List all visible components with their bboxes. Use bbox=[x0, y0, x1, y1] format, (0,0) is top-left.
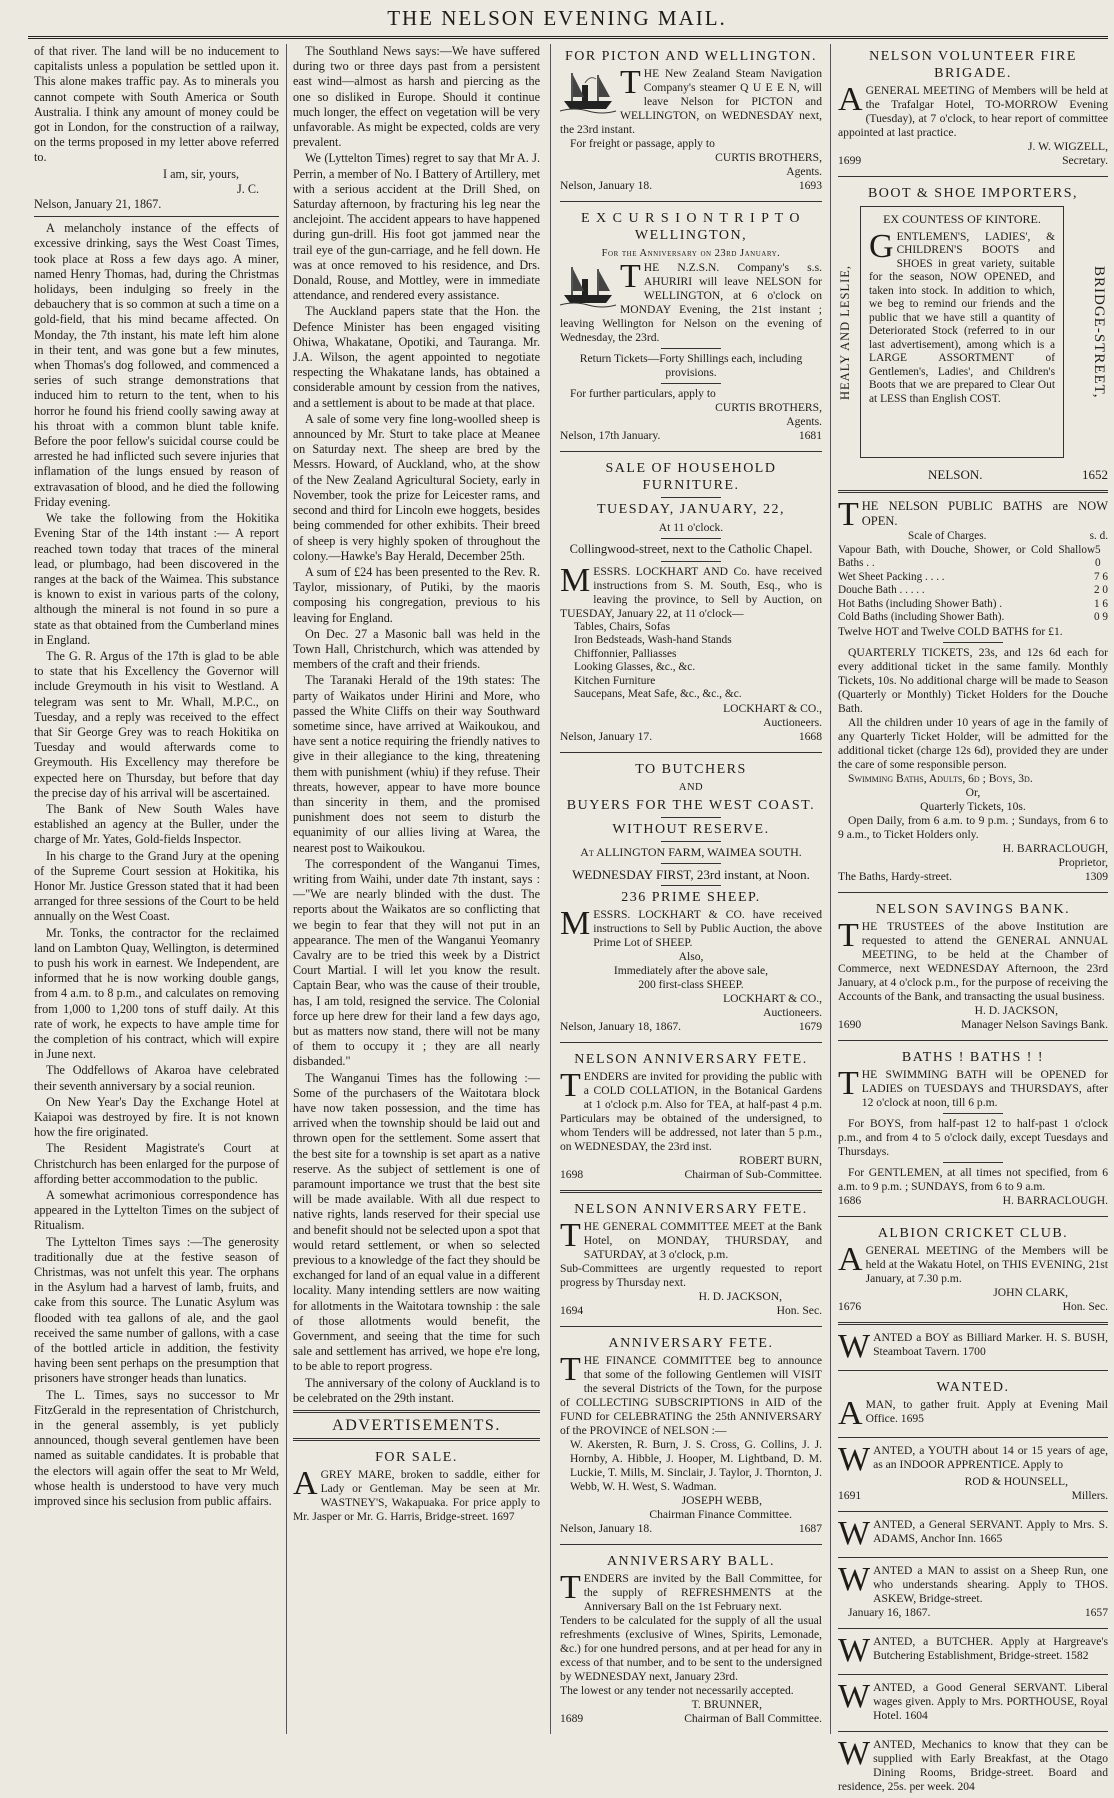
news-paragraph: A sum of £24 has been presented to the Rev. R. Taylor, missionary, of Putiki, by the maoris composing his congregation, previous to his leaving for England. bbox=[293, 564, 540, 625]
ad-number: 204 bbox=[957, 1779, 975, 1793]
ad-title: NELSON VOLUNTEER FIRE BRIGADE. bbox=[869, 49, 1077, 81]
ad-number: 1691 bbox=[838, 1488, 862, 1502]
charges-sd-heading: s. d. bbox=[1089, 530, 1108, 542]
charge-row bbox=[838, 571, 1108, 585]
sale-item: Chiffonnier, Palliasses bbox=[574, 647, 677, 660]
charge-price: 2 0 bbox=[1094, 584, 1108, 596]
news-paragraph: The Wanganui Times has the following :—Some of the purchasers of the Waitotara block have now taken possession, and the time has arrived when the township should be laid out and thrown open for the settlement. Some assert that the best site for a township is set apart as a native reserve. As the subject of settlement is one of paramount importance we trust that the best site will be made available. With all due respect to native rights, lands reserved for their special use and benefit should not be selected upon a spot that would retard settlement, or when so selected previous to a knowledge of the fact they should be exchanged for land of an equal value in a different locality. Many intending settlers are now waiting for allotments in the Waitotara township : the sale of those allotments would benefit, the Government, and seeing that the time for such sale and settlement has arrived, we hope e're long, to be able to report progress. bbox=[293, 1070, 540, 1374]
ad-wanted-servant bbox=[838, 1516, 1108, 1553]
news-paragraph: A somewhat acrimonious correspondence has appeared in the Lyttelton Times on the subject of Ritualism. bbox=[34, 1188, 279, 1233]
ad-body: ESSRS. LOCKHART AND Co. have received instructions from S. M. South, Esq., who is leaving the province, to Sell by Auction, on TUESDAY, January 22, at 11 o'clock— bbox=[560, 564, 822, 620]
news-paragraphs bbox=[293, 44, 540, 1406]
news-paragraph: We (Lyttelton Times) regret to say that Mr A. J. Perrin, a member of No. I Battery of Artillery, met with a serious accident at the Drill Shed, on Saturday afternoon, by fracturing his leg near the anclejoint. The accident appears to have happened during gun-drill. His foot got jammed near the trail eye of the gun-carriage, and he fell down. He was at once removed to his residence, and Drs. Donald, Rouse, and Mottley, were in immediate attendance, and rendered every assistance. bbox=[293, 151, 540, 303]
divider bbox=[661, 348, 721, 349]
ad-line: For BOYS, from half-past 12 to half-past 1 o'clock p.m., and from 4 to 5 o'clock daily, except Tuesdays and Thursdays. bbox=[838, 1116, 1108, 1158]
ad-fete-tenders bbox=[560, 1047, 822, 1186]
divider bbox=[661, 383, 721, 384]
news-paragraph: The Oddfellows of Akaroa have celebrated their seventh anniversary by a social reunion. bbox=[34, 1063, 279, 1093]
divider bbox=[661, 497, 721, 498]
ad-date: Nelson, 17th January. bbox=[560, 429, 661, 443]
ad-furniture-sale bbox=[560, 456, 822, 747]
vertical-label: HEALY AND LESLIE, bbox=[838, 264, 852, 400]
ad-number: 1582 bbox=[1065, 1648, 1089, 1662]
news-paragraph: The correspondent of the Wanganui Times, writing from Waihi, under date 7th instant, says :—"We are nearly blinded with the dust. The reports about the Waikatos are so conflicting that we begin to fear that they will not put in an appearance. The men of the Wanganui Yeomanry Cavalry are to be tried this week by a District Court Martial. I will let you know the result. Captain Bear, who was the cause of their trouble, has, I am told, resigned the service. The Colonial force up here drew for their land a few days ago, but as matters now stand, there will not be many of them to occupy it ; they are all nearly disbanded." bbox=[293, 856, 540, 1069]
ad-time: At 11 o'clock. bbox=[658, 521, 724, 535]
ad-role: Auctioneers. bbox=[763, 715, 822, 729]
charge-item: Wet Sheet Packing . . . . bbox=[838, 570, 945, 583]
dropcap: G bbox=[869, 227, 894, 265]
steamship-icon bbox=[560, 69, 616, 113]
sale-items bbox=[560, 621, 822, 702]
divider bbox=[838, 1040, 1108, 1041]
ad-line: 200 first-class SHEEP. bbox=[638, 978, 744, 992]
sale-item: Looking Glasses, &c., &c. bbox=[574, 661, 696, 674]
ad-body: MAN, to gather fruit. Apply at Evening Mail Office. bbox=[865, 1397, 1108, 1425]
ad-anniversary-ball bbox=[560, 1549, 822, 1730]
letter-signoff: I am, sir, yours, bbox=[162, 166, 239, 181]
ad-number: 1687 bbox=[798, 1522, 822, 1536]
ad-date: January 16, 1867. bbox=[848, 1605, 931, 1619]
ad-number: 1694 bbox=[560, 1304, 584, 1318]
ad-line: Immediately after the above sale, bbox=[613, 964, 769, 978]
ad-role: Chairman Finance Committee. bbox=[649, 1508, 792, 1522]
dropcap: A bbox=[838, 1240, 863, 1278]
dropcap: W bbox=[838, 1514, 871, 1552]
news-paragraph: The Auckland papers state that the Hon. the Defence Minister has been engaged visiting Ohiwa, Whakatane, Opotiki, and Tauranga. Mr. J.A. Wilson, the agent appointed to negotiate respecting the Whakatane lands, has obtained a considerable amount by cession from the natives, and a settlement is about to be made at that place. bbox=[293, 304, 540, 410]
ad-signer: ROBERT BURN, bbox=[739, 1154, 822, 1168]
ad-number: 1665 bbox=[979, 1531, 1003, 1545]
ad-number: 1309 bbox=[1084, 869, 1108, 883]
ad-date: Nelson, January 17. bbox=[560, 729, 653, 743]
news-paragraph: In his charge to the Grand Jury at the opening of the Supreme Court session at Hokitika, his Honor Mr. Justice Gresson stated that it had been arranged for three sessions of the Court to be held annually on the West Coast. bbox=[34, 848, 279, 924]
ad-address: The Baths, Hardy-street. bbox=[838, 869, 952, 883]
ad-body: ANTED a MAN to assist on a Sheep Run, one who understands shearing. Apply to THOS. ASKEW, Bridge-street. bbox=[873, 1563, 1108, 1605]
ad-signer: H. BARRACLOUGH. bbox=[1002, 1193, 1108, 1207]
ad-role: Manager Nelson Savings Bank. bbox=[961, 1017, 1108, 1031]
divider bbox=[560, 1544, 822, 1545]
ad-title: ANNIVERSARY BALL. bbox=[606, 1554, 776, 1570]
ad-role: Hon. Sec. bbox=[1062, 1299, 1108, 1313]
sale-item: Tables, Chairs, Sofas bbox=[574, 620, 671, 633]
divider bbox=[838, 1216, 1108, 1217]
charge-item: Douche Bath . . . . . bbox=[838, 584, 925, 596]
dropcap: T bbox=[560, 1217, 581, 1255]
ad-date: Nelson, January 18. bbox=[560, 179, 653, 192]
column-4 bbox=[838, 44, 1108, 1793]
ad-signer: J. W. WIGZELL, bbox=[1028, 140, 1108, 153]
divider bbox=[293, 1410, 540, 1413]
ad-number: 1698 bbox=[560, 1168, 584, 1182]
ad-date: Nelson, January 18, 1867. bbox=[560, 1020, 682, 1034]
charges-table bbox=[838, 530, 1108, 625]
charge-row bbox=[838, 611, 1108, 625]
divider bbox=[661, 817, 721, 818]
ad-body: ANTED a BOY as Billiard Marker. H. S. BUSH, Steamboat Tavern. bbox=[873, 1330, 1108, 1358]
ad-number: 1681 bbox=[798, 429, 822, 443]
ad-number: 1668 bbox=[798, 729, 822, 743]
divider bbox=[838, 176, 1108, 177]
charges-heading: Scale of Charges. bbox=[908, 530, 987, 542]
ad-signer: H. BARRACLOUGH, bbox=[1002, 841, 1108, 855]
ad-reserve: WITHOUT RESERVE. bbox=[612, 821, 770, 837]
ad-wanted-mechanics bbox=[838, 1736, 1108, 1798]
news-paragraph: A melancholy instance of the effects of excessive drinking, says the West Coast Times, took place at Ross a few days ago. A miner, named Henry Thomas, had, during the Christmas holidays, been indulging so freely in the debauchery that is so common at such a time on a gold-field, that his mind became affected. On Monday, the 7th instant, his mate left him alone in their tent, and was gone but a few minutes, when Thomas's dog followed, and commenced a series of such strange demonstrations that induced him to return to the tent, when to his horror he found his friend coolly sawing away at his throat with a common blunt table knife. Before the poor fellow's suicidal course could be arrested he had inflicted such severe injuries that inflamation of the lungs ensued by reason of extravasation of blood, and he died the following Friday evening. bbox=[34, 221, 279, 509]
ad-ship: EX COUNTESS OF KINTORE. bbox=[883, 212, 1041, 226]
letter-dateline: Nelson, January 21, 1867. bbox=[34, 197, 162, 212]
sale-item: Saucepans, Meat Safe, &c., &c., &c. bbox=[574, 688, 742, 701]
divider bbox=[838, 1437, 1108, 1438]
ad-signer: T. BRUNNER, bbox=[691, 1698, 762, 1712]
news-paragraph: On Dec. 27 a Masonic ball was held in the Town Hall, Christchurch, which was attended by members of the craft and their friends. bbox=[293, 626, 540, 672]
ad-fete-committee bbox=[560, 1197, 822, 1322]
ad-signer: ROD & HOUNSELL, bbox=[964, 1474, 1068, 1488]
charge-item: Hot Baths (including Shower Bath) . bbox=[838, 597, 1003, 610]
ad-signer: H. D. JACKSON, bbox=[974, 1003, 1058, 1017]
ad-body: HE N.Z.S.N. Company's s.s. AHURIRI will leave NELSON for WELLINGTON, at 6 o'clock on MONDAY Evening, the 21st instant ; leaving Wellington for Nelson on the evening of Wednesday, the 23rd. bbox=[560, 261, 822, 345]
dropcap: T bbox=[620, 258, 641, 296]
ad-body: HE New Zealand Steam Navigation Company's steamer Q U E E N, will leave Nelson for PICTON and WELLINGTON, on WEDNESDAY next, the 23rd instant. bbox=[560, 67, 822, 136]
news-paragraph: The Taranaki Herald of the 19th states: The party of Waikatos under Hirini and More, who passed the White Cliffs on their way Southward sometime since, have arrived at Waikoukou, and have sent a notice requiring the friendly natives to give in their allegiance to the king, threatening them with punishment (whiu) if they refuse. Their threats, however, appear to have more bounce than sincerity in them, and the promised punishment does not seem to disturb the equanimity of our allies living at Warea, the nearest post to Waikoukou. bbox=[293, 673, 540, 855]
ad-title: WANTED. bbox=[936, 1379, 1010, 1395]
ad-for-sale bbox=[293, 1445, 540, 1528]
ad-signer: LOCKHART & CO., bbox=[723, 701, 822, 715]
ad-number: 1690 bbox=[838, 1017, 862, 1031]
ad-body: ANTED, a BUTCHER. Apply at Hargreave's Butchering Establishment, Bridge-street. bbox=[873, 1634, 1108, 1662]
ad-body: HE TRUSTEES of the above Institution are requested to attend the GENERAL ANNUAL MEETING, to be held at the Chamber of Commerce, next WEDNESDAY Afternoon, the 23rd January, at 4 o'clock p.m., for the purpose of receiving the Accounts of the Bank, and transacting the usual business. bbox=[838, 919, 1108, 1003]
ad-line: For freight or passage, apply to bbox=[570, 137, 715, 150]
divider bbox=[943, 1162, 1003, 1163]
ad-title: ALBION CRICKET CLUB. bbox=[877, 1225, 1069, 1241]
ad-wanted-boy bbox=[838, 1329, 1108, 1366]
ad-body: ANTED, a General SERVANT. Apply to Mrs. S. ADAMS, Anchor Inn. bbox=[873, 1517, 1108, 1545]
ad-farm: At ALLINGTON FARM, WAIMEA SOUTH. bbox=[580, 844, 802, 859]
ad-subtitle: For the Anniversary on 23rd January. bbox=[601, 248, 781, 259]
column-2 bbox=[293, 44, 540, 1734]
dropcap: M bbox=[560, 905, 591, 943]
ad-title: ANNIVERSARY FETE. bbox=[608, 1336, 774, 1352]
ad-signer: LOCKHART & CO., bbox=[723, 992, 822, 1006]
divider bbox=[838, 1322, 1108, 1325]
ad-agent: CURTIS BROTHERS, bbox=[715, 401, 822, 415]
ad-excursion bbox=[560, 206, 822, 447]
divider bbox=[661, 561, 721, 562]
ad-anniversary-fete bbox=[560, 1331, 822, 1540]
divider bbox=[838, 1628, 1108, 1629]
ad-body: HE SWIMMING BATH will be OPENED for LADIES on TUESDAYS and THURSDAYS, after 12 o'clock at noon, till 6 p.m. bbox=[861, 1067, 1108, 1109]
ad-footer: NELSON. bbox=[928, 467, 983, 482]
ad-body-2: Tenders to be calculated for the supply of all the usual refreshments (exclusive of Wines, Spirits, Lemonade, &c.) for one hundred persons, and at per head for any in excess of that number, and to be sent to the undersigned by WEDNESDAY next, January 23rd. bbox=[560, 1614, 822, 1684]
ad-number: 1699 bbox=[838, 154, 862, 167]
dropcap: A bbox=[293, 1465, 318, 1503]
ad-title: FOR SALE. bbox=[375, 1450, 458, 1466]
dropcap: T bbox=[560, 1569, 581, 1607]
divider bbox=[661, 863, 721, 864]
ad-line: Twelve HOT and Twelve COLD BATHS for £1. bbox=[838, 624, 1063, 638]
ad-body: HE FINANCE COMMITTEE beg to announce that some of the following Gentlemen will VISIT the several Districts of the Town, for the purpose of COLLECTING SUBSCRIPTIONS in AID of the FUND for CELEBRATING the 25th ANNIVERSARY of the PROVINCE of NELSON :— bbox=[560, 1354, 822, 1438]
dropcap: W bbox=[838, 1734, 871, 1772]
news-paragraph: We take the following from the Hokitika Evening Star of the 14th instant :— A report reached town today that traces of the mineral lead, or plumbago, had been discovered in the ranges at the back of the Waimea. This substance is known to exist in various parts of the colony, although the mineral is not found in so pure a state as that obtained from the Cumberland mines in England. bbox=[34, 511, 279, 647]
ad-place: Collingwood-street, next to the Catholic Chapel. bbox=[569, 542, 813, 557]
dropcap: T bbox=[620, 64, 641, 101]
ad-title: BATHS ! BATHS ! ! bbox=[901, 1049, 1045, 1065]
ad-names: W. Akersten, R. Burn, J. S. Cross, G. Collins, J. J. Hornby, A. Hibble, J. Hooper, M. Lightband, D. M. Luckie, T. Mills, M. Sinclair, J. Taylor, J. Thornton, J. Webb, W. H. West, S. Wadman. bbox=[570, 1438, 822, 1494]
news-paragraph: The L. Times, says no successor to Mr FitzGerald in the representation of Christchurch, in the general assembly, is yet publicly announced, though several gentlemen have been named as suitable candidates. It is probable that the electors will again offer the seat to Mr Weld, whose health is understood to have very much improved since his seclusion from public affairs. bbox=[34, 1387, 279, 1509]
dropcap: W bbox=[838, 1327, 871, 1365]
ad-picton bbox=[560, 44, 822, 197]
divider bbox=[661, 885, 721, 886]
dropcap: W bbox=[838, 1560, 871, 1598]
column-1 bbox=[34, 44, 279, 1734]
ad-title: FOR PICTON AND WELLINGTON. bbox=[564, 49, 818, 64]
ad-body-2: Sub-Committees are urgently requested to report progress by Thursday next. bbox=[560, 1262, 822, 1290]
ad-butchers bbox=[560, 757, 822, 1039]
ad-role: Auctioneers. bbox=[763, 1006, 822, 1020]
ad-line: QUARTERLY TICKETS, 23s, and 12s 6d each for every additional ticket in the same family. Monthly Tickets, 10s. No additional charge will be made to Season (Quarterly or Monthly) Ticket Holders for the Douche Bath. bbox=[838, 645, 1108, 715]
divider bbox=[560, 451, 822, 452]
ad-title: TO BUTCHERS bbox=[635, 761, 747, 777]
divider bbox=[661, 538, 721, 539]
ad-agent-role: Agents. bbox=[786, 165, 822, 178]
news-paragraph: The Southland News says:—We have suffered during two or three days past from a persistent east wind—almost as harsh and piercing as the one so disliked in Europe. Should it continue much longer, the effect on vegetation will be very unfavorable. As might be expected, colds are very prevalent. bbox=[293, 44, 540, 150]
ad-agent-role: Agents. bbox=[786, 415, 822, 429]
divider bbox=[34, 216, 279, 217]
ad-when: WEDNESDAY FIRST, 23rd instant, at Noon. bbox=[572, 867, 810, 883]
ad-title: NELSON SAVINGS BANK. bbox=[875, 901, 1071, 917]
steamship-icon bbox=[560, 263, 616, 307]
sale-item: Iron Bedsteads, Wash-hand Stands bbox=[574, 634, 732, 647]
news-paragraph: The anniversary of the colony of Auckland is to be celebrated on the 29th instant. bbox=[293, 1375, 540, 1405]
column-rule bbox=[286, 44, 287, 1734]
news-paragraphs bbox=[34, 221, 279, 1509]
ad-savings-bank bbox=[838, 897, 1108, 1036]
ad-number: 1697 bbox=[491, 1510, 515, 1524]
ad-sheep: 236 PRIME SHEEP. bbox=[621, 890, 761, 906]
ad-line: Return Tickets—Forty Shillings each, including provisions. bbox=[579, 352, 803, 380]
ad-line: Or, bbox=[965, 785, 981, 799]
divider bbox=[838, 1674, 1108, 1675]
charge-item: Vapour Bath, with Douche, Shower, or Cold Shallow Baths . . bbox=[838, 543, 1096, 569]
ad-body: ANTED, Mechanics to know that they can be supplied with Early Breakfast, at the Otago Dining Rooms, Bridge-street. Board and residence, 25s. per week. bbox=[838, 1737, 1108, 1793]
charge-price: 7 6 bbox=[1094, 570, 1108, 583]
ad-number: 1700 bbox=[962, 1344, 986, 1358]
ad-role: Millers. bbox=[1071, 1488, 1108, 1502]
ad-body: ANTED, a YOUTH about 14 or 15 years of age, as an INDOOR APPRENTICE. Apply to bbox=[873, 1443, 1108, 1471]
ad-role: Proprietor, bbox=[1058, 855, 1108, 869]
news-paragraph: The Resident Magistrate's Court at Christchurch has been enlarged for the purpose of affording better accommodation to the public. bbox=[34, 1141, 279, 1186]
news-paragraph: The Bank of New South Wales have established an agency at the Buller, under the charge of Mr. Yates, Gold-fields Inspector. bbox=[34, 801, 279, 847]
advertisements-heading: ADVERTISEMENTS. bbox=[332, 1417, 501, 1435]
ad-and: AND bbox=[678, 781, 704, 793]
dropcap: W bbox=[838, 1631, 871, 1669]
ad-body: ANTED, a Good General SERVANT. Liberal wages given. Apply to Mrs. PORTHOUSE, Royal Hotel. bbox=[873, 1680, 1108, 1722]
ad-signer: JOSEPH WEBB, bbox=[681, 1494, 762, 1508]
ad-body-3: The lowest or any tender not necessarily accepted. bbox=[560, 1684, 794, 1698]
divider bbox=[293, 1438, 540, 1441]
vertical-label: BRIDGE-STREET, bbox=[1091, 265, 1107, 399]
ad-title: E X C U R S I O N T R I P T O WELLINGTON, bbox=[580, 211, 802, 243]
column-rule bbox=[550, 44, 551, 1734]
divider bbox=[560, 752, 822, 753]
letter-end: of that river. The land will be no inducement to capitalists unless a population be settled upon it. This alone makes traffic pay. As to minerals you cannot compete with South America or South Australia. I think any amount of money could be got in London, for the construction of a railway, on the terms proposed in my letter above referred to. bbox=[34, 44, 279, 165]
divider bbox=[838, 1557, 1108, 1558]
ad-wanted-man bbox=[838, 1375, 1108, 1433]
ad-body: ESSRS. LOCKHART & CO. have received instructions to Sell by Public Auction, the above Prime Lot of SHEEP. bbox=[593, 908, 822, 950]
ad-role: Secretary. bbox=[1062, 154, 1108, 167]
ad-title: NELSON ANNIVERSARY FETE. bbox=[574, 1052, 808, 1068]
divider bbox=[838, 892, 1108, 893]
ad-wanted-butcher bbox=[838, 1633, 1108, 1670]
charge-price: 0 9 bbox=[1094, 611, 1108, 623]
ad-number: 1676 bbox=[838, 1299, 862, 1313]
dropcap: T bbox=[838, 496, 859, 533]
ad-line: All the children under 10 years of age in the family of any Quarterly Ticket Holder, will be admitted for the additional ticket (charge 12s 6d), provided they are under the care of some responsible person. bbox=[838, 715, 1108, 771]
divider bbox=[661, 841, 721, 842]
dropcap: A bbox=[838, 1394, 863, 1432]
dropcap: M bbox=[560, 561, 591, 599]
divider bbox=[838, 490, 1108, 493]
ad-line: Also, bbox=[678, 950, 704, 964]
divider bbox=[560, 1042, 822, 1043]
ad-number: 1604 bbox=[904, 1708, 928, 1722]
ad-role: Hon. Sec. bbox=[776, 1304, 822, 1318]
charge-price: 5 0 bbox=[1095, 543, 1101, 569]
dropcap: T bbox=[838, 916, 859, 954]
ad-number: 1679 bbox=[798, 1020, 822, 1034]
divider bbox=[838, 1511, 1108, 1512]
ad-number: 1686 bbox=[838, 1193, 862, 1207]
ad-number: 1657 bbox=[1084, 1605, 1108, 1619]
divider bbox=[560, 1326, 822, 1327]
ad-wanted-good-servant bbox=[838, 1679, 1108, 1727]
dropcap: T bbox=[838, 1064, 859, 1102]
dropcap: W bbox=[838, 1440, 871, 1478]
ad-date: Nelson, January 18. bbox=[560, 1522, 653, 1536]
charge-row bbox=[838, 598, 1108, 612]
ad-signer: JOHN CLARK, bbox=[993, 1285, 1068, 1299]
divider bbox=[838, 1731, 1108, 1732]
ad-body: GENERAL MEETING of the Members will be held at the Wakatu Hotel, on THIS EVENING, 21st January, at 7.30 p.m. bbox=[865, 1243, 1108, 1285]
divider bbox=[838, 1370, 1108, 1371]
ad-role: Chairman of Ball Committee. bbox=[684, 1712, 822, 1726]
ad-line: For further particulars, apply to bbox=[570, 387, 716, 401]
masthead: THE NELSON EVENING MAIL. bbox=[387, 6, 727, 30]
ad-number: 1693 bbox=[798, 179, 822, 192]
ad-swimming-bath bbox=[838, 1045, 1108, 1212]
ad-date-line: TUESDAY, JANUARY, 22, bbox=[596, 502, 785, 518]
charge-row bbox=[838, 544, 1108, 571]
ad-fire-brigade bbox=[838, 44, 1108, 172]
ad-number: 1689 bbox=[560, 1712, 584, 1726]
ad-boot-shoe bbox=[838, 181, 1108, 486]
divider bbox=[943, 642, 1003, 643]
ad-title: SALE OF HOUSEHOLD FURNITURE. bbox=[605, 461, 777, 494]
boot-box bbox=[860, 206, 1064, 458]
charge-item: Cold Baths (including Shower Bath). bbox=[838, 611, 1005, 623]
ad-title: BUYERS FOR THE WEST COAST. bbox=[566, 797, 816, 813]
ad-cricket-club bbox=[838, 1221, 1108, 1318]
ad-title: HE NELSON PUBLIC BATHS are NOW OPEN. bbox=[861, 499, 1108, 528]
dropcap: T bbox=[560, 1351, 581, 1389]
ad-role: Chairman of Sub-Committee. bbox=[684, 1168, 822, 1182]
divider bbox=[560, 201, 822, 202]
dropcap: A bbox=[838, 81, 863, 118]
ad-number: 1695 bbox=[900, 1411, 924, 1425]
news-paragraph: The Lyttelton Times says :—The generosity traditionally due at the festive season of Christmas, was not unfelt this year. The orphans in the Asylum had a harvest of lamb, fruits, and cake from this source. The Lunatic Asylum was flooded with tea gallons of ale, and the gaol received the same number of gallons, with a case of the bottled article in addition, the festivity having been sent perhaps on the presumption that prisoners have stronger heads than lunatics. bbox=[34, 1234, 279, 1386]
ad-body: HE GENERAL COMMITTEE MEET at the Bank Hotel, on MONDAY, THURSDAY, and SATURDAY, at 3 o'clock, p.m. bbox=[583, 1220, 822, 1262]
ad-public-baths bbox=[838, 497, 1108, 888]
ad-title: BOOT & SHOE IMPORTERS, bbox=[867, 186, 1079, 201]
ad-agent: CURTIS BROTHERS, bbox=[715, 151, 822, 164]
divider bbox=[560, 1190, 822, 1193]
dropcap: W bbox=[838, 1677, 871, 1715]
ad-line: Quarterly Tickets, 10s. bbox=[920, 799, 1026, 813]
letter-initials: J. C. bbox=[236, 181, 259, 196]
column-rule bbox=[830, 44, 831, 1734]
ad-body: GENERAL MEETING of Members will be held at the Trafalgar Hotel, TO-MORROW Evening (Tuesday), at 7 o'clock, to hear report of committee appointed at last practice. bbox=[838, 84, 1108, 139]
divider bbox=[943, 1113, 1003, 1114]
ad-title: NELSON ANNIVERSARY FETE. bbox=[574, 1202, 808, 1218]
news-paragraph: A sale of some very fine long-woolled sheep is announced by Mr. Sturt to take place at Meanee on Saturday next. The sheep are bred by the Messrs. Howard, of Auckland, who, at the show of the New Zealand Agricultural Society, early in November, took the prize for Leicester rams, and second and third for Lincoln ewe hoggets, besides being commended for other exhibits. Their breed of sheep is very highly spoken of throughout the colony.—Hawke's Bay Herald, December 25th. bbox=[293, 411, 540, 563]
ad-signer: H. D. JACKSON, bbox=[698, 1290, 782, 1304]
ad-body: ENDERS are invited for providing the public with a COLD COLLATION, in the Botanical Gardens at 1 o'clock p.m. Also for TEA, at half-past 4 p.m. Particulars may be obtained of the undersigned, to whom Tenders will be addressed, not later than 5 p.m., on WEDNESDAY, the 23rd inst. bbox=[560, 1070, 822, 1154]
ad-wanted-sheep-run bbox=[838, 1562, 1108, 1624]
ad-number: 1652 bbox=[1082, 467, 1108, 482]
column-3 bbox=[560, 44, 822, 1734]
ad-wanted-youth bbox=[838, 1442, 1108, 1507]
ad-body: ENDERS are invited by the Ball Committee, for the supply of REFRESHMENTS at the Anniversary Ball on the 1st February next. bbox=[583, 1572, 822, 1614]
dropcap: T bbox=[560, 1067, 581, 1105]
masthead-rule bbox=[28, 36, 1108, 39]
charge-row bbox=[838, 584, 1108, 598]
news-paragraph: Mr. Tonks, the contractor for the reclaimed land on Lambton Quay, Wellington, is determined to push his work in earnest. We Independent, are informed that he is now working double gangs, from 4 a.m. to 8 p.m., and calculates on removing from 1,000 to 1,200 tons of stuff daily. At this rate of work, he expects to have ample time for the completion of his contract, which will expire in June next. bbox=[34, 925, 279, 1062]
news-paragraph: On New Year's Day the Exchange Hotel at Kaiapoi was destroyed by fire. It is not known how the fire originated. bbox=[34, 1094, 279, 1140]
ad-line: For GENTLEMEN, at all times not specified, from 6 a.m. to 9 p.m. ; SUNDAYS, from 6 to 9 a.m. bbox=[838, 1165, 1108, 1193]
sale-item: Kitchen Furniture bbox=[574, 674, 656, 687]
ad-body: GREY MARE, broken to saddle, either for Lady or Gentleman. May be seen at Mr. WASTNEY'S, Wakapuaka. For price apply to Mr. Jasper or Mr. G. Harris, Bridge-street. bbox=[293, 1468, 540, 1524]
ad-body: ENTLEMEN'S, LADIES', & CHILDREN'S BOOTS and SHOES in great variety, suitable for the season, NOW OPENED, and taken into stock. In addition to which, we beg to remind our friends and the public that we have still a quantity of Deteriorated Stock (referred to in our last advertisement), among which is a LARGE ASSORTMENT of Gentlemen's, Ladies', and Children's Boots that we are prepared to Clear Out at LESS than English COST. bbox=[869, 230, 1055, 405]
ad-line: Open Daily, from 6 a.m. to 9 p.m. ; Sundays, from 6 to 9 a.m., to Ticket Holders only. bbox=[838, 813, 1108, 841]
ad-line: Swimming Baths, Adults, 6d ; Boys, 3d. bbox=[848, 771, 1033, 785]
charge-price: 1 6 bbox=[1094, 597, 1108, 610]
news-paragraph: The G. R. Argus of the 17th is glad to be able to state that his Excellency the Governor will include Greymouth in his visit to Westland. A telegram was sent to Mr. Whall, M.P.C., on Tuesday, and a reply was received to the effect that Sir George Grey was to reach Hokitika on Tuesday and would afterwards come to Greymouth. His Excellency may therefore be expected here on Thursday, but before that day the precise day of his arrival will be ascertained. bbox=[34, 648, 279, 800]
